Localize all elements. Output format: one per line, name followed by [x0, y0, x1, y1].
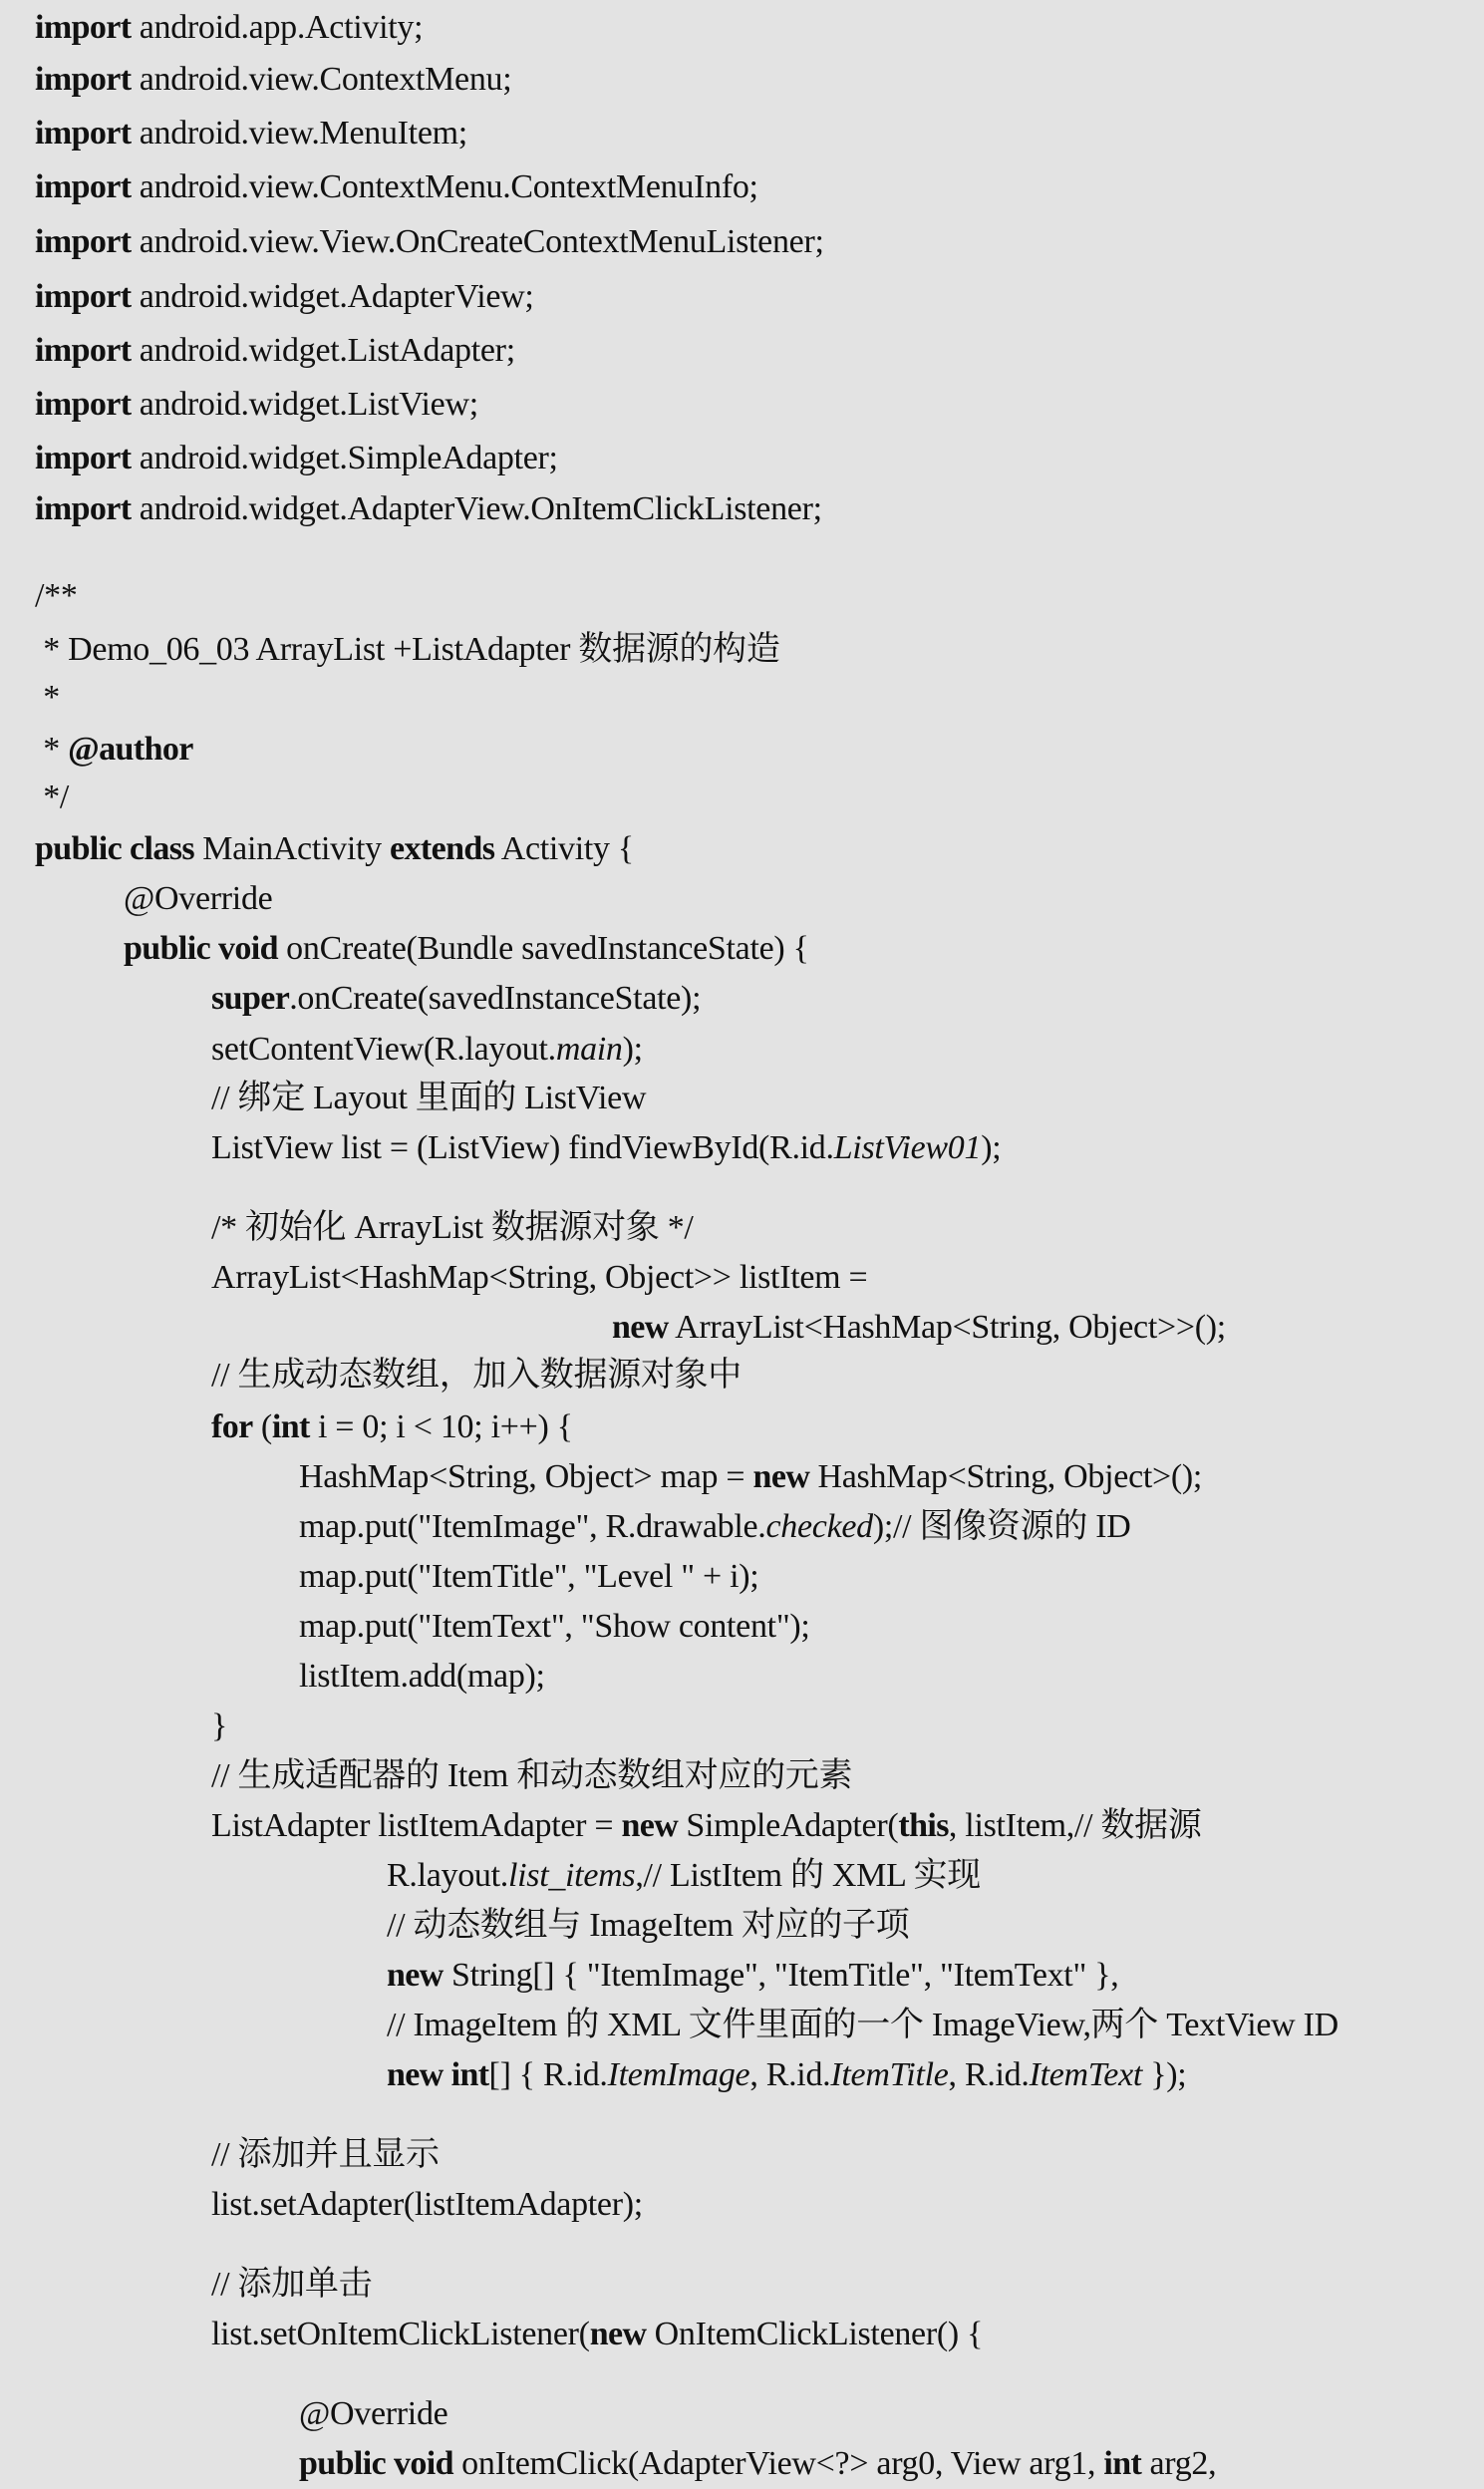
- code-keyword: super: [211, 980, 290, 1017]
- code-line: [211, 1402, 573, 1452]
- code-text: // 生成适配器的 Item 和动态数组对应的元素: [211, 1757, 853, 1794]
- code-text: );// 图像资源的 ID: [872, 1508, 1131, 1545]
- code-text: list.setAdapter(listItemAdapter);: [211, 2186, 643, 2223]
- code-line: [35, 824, 634, 874]
- code-line: [35, 272, 534, 322]
- code-keyword: import: [35, 115, 132, 152]
- code-text: , R.id.: [749, 2056, 831, 2093]
- code-line: [211, 1203, 694, 1253]
- code-text: onItemClick(AdapterView<?> arg0, View arg1,: [452, 2445, 1104, 2482]
- code-text: MainActivity: [194, 830, 391, 867]
- code-text: ListView list = (ListView) findViewById(R.id.: [211, 1129, 834, 1166]
- code-keyword: public class: [35, 830, 195, 867]
- code-keyword: import: [35, 490, 132, 527]
- code-text: );: [981, 1129, 1002, 1166]
- code-text: android.view.MenuItem;: [131, 115, 467, 152]
- code-text: });: [1142, 2056, 1187, 2093]
- code-line: [211, 974, 701, 1024]
- code-keyword: new: [387, 1957, 444, 1994]
- code-keyword: import: [35, 440, 132, 476]
- code-line: [299, 2439, 1216, 2489]
- code-text: i = 0; i < 10; i++) {: [309, 1408, 573, 1445]
- code-line: [124, 924, 809, 974]
- code-line: [35, 571, 78, 621]
- code-line: [211, 1025, 643, 1075]
- code-text: ListAdapter listItemAdapter =: [211, 1807, 622, 1844]
- code-identifier: main: [555, 1031, 623, 1068]
- code-keyword: int: [271, 1408, 310, 1445]
- code-line: [35, 725, 193, 775]
- code-text: ArrayList<HashMap<String, Object>>();: [668, 1309, 1226, 1346]
- code-line: [35, 162, 758, 212]
- code-identifier: ItemTitle: [830, 2056, 949, 2093]
- code-keyword: import: [35, 223, 132, 260]
- code-text: *: [35, 679, 60, 716]
- code-identifier: checked: [765, 1508, 873, 1545]
- code-line: [211, 2260, 372, 2310]
- code-keyword: import: [35, 9, 132, 46]
- code-text: map.put("ItemTitle", "Level " + i);: [299, 1558, 759, 1595]
- code-line: [387, 1951, 1118, 2001]
- code-text: android.view.View.OnCreateContextMenuListener;: [131, 223, 824, 260]
- code-line: [211, 1702, 227, 1751]
- code-keyword: new: [752, 1458, 810, 1495]
- code-text: HashMap<String, Object>();: [809, 1458, 1203, 1495]
- code-text: *: [35, 731, 69, 768]
- code-keyword: new: [589, 2316, 647, 2352]
- code-text: /* 初始化 ArrayList 数据源对象 */: [211, 1209, 694, 1246]
- code-text: map.put("ItemText", "Show content");: [299, 1608, 810, 1645]
- code-text: list.setOnItemClickListener(: [211, 2316, 590, 2352]
- code-line: [35, 484, 822, 534]
- code-identifier: ItemText: [1029, 2056, 1143, 2093]
- code-text: // 添加单击: [211, 2266, 373, 2303]
- code-text: // ImageItem 的 XML 文件里面的一个 ImageView,两个 TextView ID: [387, 2007, 1338, 2043]
- code-line: [211, 2130, 440, 2180]
- code-keyword: new int: [387, 2056, 489, 2093]
- code-text: OnItemClickListener() {: [646, 2316, 984, 2352]
- code-text: @Override: [124, 880, 273, 917]
- code-line: [211, 1351, 742, 1400]
- code-line: [211, 1074, 646, 1123]
- code-keyword: import: [35, 386, 132, 423]
- code-text: (: [252, 1408, 272, 1445]
- code-text: Activity {: [494, 830, 634, 867]
- code-text: );: [622, 1031, 643, 1068]
- code-text: }: [211, 1708, 228, 1744]
- code-text: // 添加并且显示: [211, 2136, 440, 2173]
- code-text: ArrayList<HashMap<String, Object>> listItem =: [211, 1259, 868, 1296]
- code-line: [35, 625, 780, 675]
- code-text: listItem.add(map);: [299, 1658, 545, 1695]
- code-keyword: extends: [390, 830, 495, 867]
- code-text: // 绑定 Layout 里面的 ListView: [211, 1080, 647, 1116]
- code-keyword: for: [211, 1408, 253, 1445]
- code-line: [211, 2180, 643, 2230]
- code-line: [35, 380, 478, 430]
- code-line: [299, 1602, 810, 1652]
- code-text: , R.id.: [948, 2056, 1030, 2093]
- code-keyword: import: [35, 168, 132, 205]
- code-text: arg2,: [1141, 2445, 1217, 2482]
- code-line: [35, 326, 515, 376]
- code-keyword: @author: [68, 731, 193, 768]
- code-text: @Override: [299, 2395, 448, 2432]
- code-line: [612, 1303, 1226, 1353]
- code-line: [211, 1123, 1001, 1173]
- code-line: [299, 1652, 545, 1702]
- code-line: [299, 1502, 1131, 1552]
- code-keyword: import: [35, 61, 132, 98]
- code-text: android.app.Activity;: [131, 9, 424, 46]
- code-line: [211, 1253, 867, 1303]
- code-keyword: import: [35, 332, 132, 369]
- code-text: // 生成动态数组，加入数据源对象中: [211, 1357, 742, 1394]
- code-text: android.view.ContextMenu;: [131, 61, 512, 98]
- code-keyword: import: [35, 278, 132, 315]
- code-line: [211, 1751, 852, 1801]
- code-line: [387, 2050, 1186, 2100]
- code-keyword: new: [612, 1309, 669, 1346]
- code-keyword: public void: [299, 2445, 453, 2482]
- code-text: android.widget.AdapterView.OnItemClickListener;: [131, 490, 822, 527]
- code-keyword: new: [621, 1807, 679, 1844]
- code-line: [211, 1801, 1202, 1851]
- code-text: // 动态数组与 ImageItem 对应的子项: [387, 1907, 910, 1944]
- code-line: [124, 874, 272, 924]
- code-line: [35, 673, 60, 723]
- code-text: [] { R.id.: [488, 2056, 608, 2093]
- code-text: .onCreate(savedInstanceState);: [289, 980, 702, 1017]
- code-line: [35, 773, 69, 822]
- code-text: HashMap<String, Object> map =: [299, 1458, 753, 1495]
- code-line: [35, 434, 558, 483]
- code-text: map.put("ItemImage", R.drawable.: [299, 1508, 766, 1545]
- code-text: */: [35, 778, 70, 815]
- code-line: [35, 3, 423, 53]
- code-text: SimpleAdapter(: [678, 1807, 899, 1844]
- code-text: String[] { "ItemImage", "ItemTitle", "ItemText" },: [443, 1957, 1119, 1994]
- code-line: [299, 1452, 1202, 1502]
- code-keyword: this: [898, 1807, 949, 1844]
- code-line: [35, 109, 467, 158]
- code-text: R.layout.: [387, 1857, 508, 1894]
- code-text: setContentView(R.layout.: [211, 1031, 556, 1068]
- code-text: onCreate(Bundle savedInstanceState) {: [277, 930, 809, 967]
- code-text: android.widget.SimpleAdapter;: [131, 440, 558, 476]
- code-text: android.view.ContextMenu.ContextMenuInfo;: [131, 168, 758, 205]
- code-line: [387, 1901, 909, 1951]
- code-keyword: int: [1103, 2445, 1142, 2482]
- code-keyword: public void: [124, 930, 278, 967]
- code-text: , listItem,// 数据源: [948, 1807, 1202, 1844]
- code-identifier: ListView01: [833, 1129, 982, 1166]
- code-text: /**: [35, 577, 78, 614]
- code-text: android.widget.ListAdapter;: [131, 332, 515, 369]
- code-line: [299, 2389, 447, 2439]
- code-line: [35, 217, 824, 267]
- code-line: [299, 1552, 758, 1602]
- code-text: ,// ListItem 的 XML 实现: [635, 1857, 981, 1894]
- code-text: android.widget.AdapterView;: [131, 278, 534, 315]
- code-line: [387, 2001, 1338, 2050]
- code-identifier: ItemImage: [607, 2056, 750, 2093]
- code-identifier: list_items: [507, 1857, 636, 1894]
- code-line: [211, 2310, 983, 2359]
- code-line: [387, 1851, 981, 1901]
- code-text: android.widget.ListView;: [131, 386, 478, 423]
- code-text: * Demo_06_03 ArrayList +ListAdapter 数据源的构造: [35, 631, 780, 668]
- code-line: [35, 55, 511, 105]
